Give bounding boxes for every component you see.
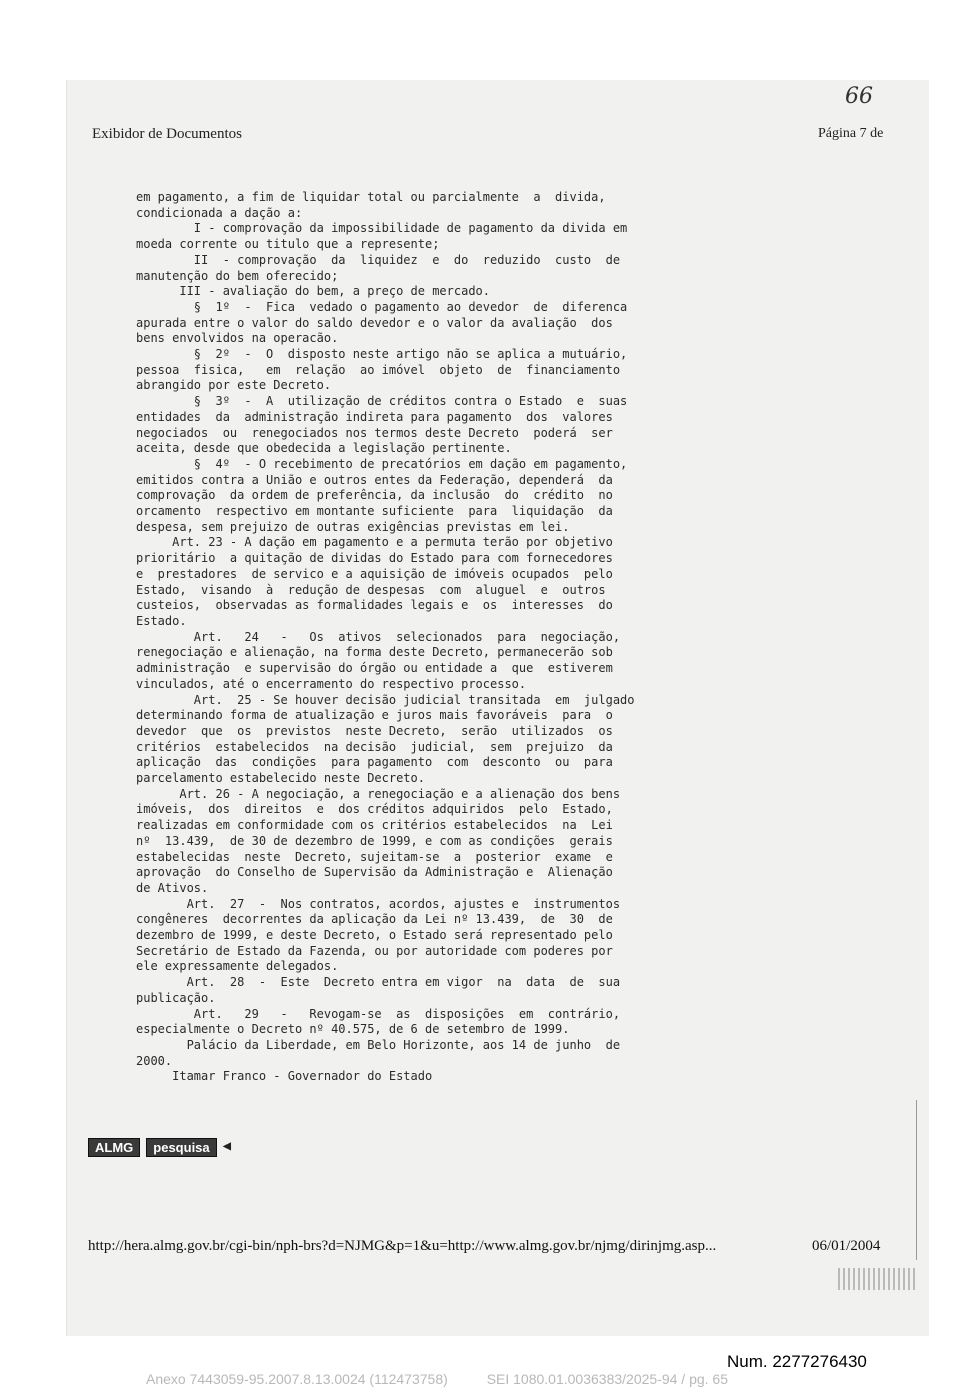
text-line: devedor que os previstos neste Decreto, serão utilizados os [136, 723, 613, 738]
back-arrow-icon[interactable]: ◀ [222, 1138, 232, 1154]
text-line: Art. 26 - A negociação, a renegociação e a alienação dos bens [136, 786, 621, 801]
text-line: 2000. [136, 1053, 173, 1068]
annex-footer [146, 1371, 728, 1387]
page-indicator: Página 7 de [818, 126, 884, 141]
text-line: publicação. [136, 990, 216, 1005]
text-line: Art. 29 - Revogam-se as disposições em contrário, [136, 1006, 621, 1021]
text-line: apurada entre o valor do saldo devedor e o valor da avaliação dos [136, 315, 613, 330]
text-line: realizadas em conformidade com os critérios estabelecidos na Lei [136, 818, 613, 833]
sei-reference: SEI 1080.01.0036383/2025-94 / pg. 65 [486, 1371, 729, 1387]
text-line: entidades da administração indireta para pagamento dos valores [136, 409, 613, 424]
scan-edge-line [916, 1100, 917, 1260]
text-line: administração e supervisão do órgão ou entidade a que estiverem [136, 661, 613, 676]
text-line: prioritário a quitação de dividas do Estado para com fornecedores [136, 551, 613, 566]
handwritten-page-number: 66 [845, 84, 873, 109]
text-line: especialmente o Decreto nº 40.575, de 6 de setembro de 1999. [136, 1022, 570, 1037]
text-line: § 4º - O recebimento de precatórios em dação em pagamento, [136, 456, 628, 471]
text-line: Itamar Franco - Governador do Estado [136, 1069, 433, 1084]
text-line: nº 13.439, de 30 de dezembro de 1999, e com as condições gerais [136, 833, 613, 848]
text-line: abrangido por este Decreto. [136, 378, 332, 393]
text-line: moeda corrente ou titulo que a represente; [136, 237, 440, 252]
decree-text [136, 190, 708, 1085]
text-line: III - avaliação do bem, a preço de mercado. [136, 284, 491, 299]
nav-buttons [88, 1138, 231, 1157]
text-line: orcamento respectivo em montante suficiente para liquidação da [136, 504, 613, 519]
text-line: bens envolvidos na operacão. [136, 331, 339, 346]
text-line: Secretário de Estado da Fazenda, ou por autoridade com poderes por [136, 943, 613, 958]
text-line: Estado. [136, 613, 187, 628]
text-line: Art. 23 - A dação em pagamento e a permuta terão por objetivo [136, 535, 613, 550]
text-line: em pagamento, a fim de liquidar total ou parcialmente a divida, [136, 190, 606, 204]
text-line: determinando forma de atualização e juros mais favoráveis para o [136, 708, 613, 723]
header-title: Exibidor de Documentos [92, 126, 242, 142]
text-line: negociados ou renegociados nos termos deste Decreto poderá ser [136, 425, 613, 440]
text-line: critérios estabelecidos na decisão judicial, sem prejuizo da [136, 739, 613, 754]
text-line: comprovação da ordem de preferência, da inclusão do crédito no [136, 488, 613, 503]
text-line: emitidos contra a União e outros entes da Federação, dependerá da [136, 472, 613, 487]
text-line: estabelecidas neste Decreto, sujeitam-se a posterior exame e [136, 849, 613, 864]
text-line: aplicação das condições para pagamento com desconto ou para [136, 755, 613, 770]
text-line: imóveis, dos direitos e dos créditos adquiridos pelo Estado, [136, 802, 613, 817]
text-line: parcelamento estabelecido neste Decreto. [136, 771, 425, 786]
text-line: pessoa fisica, em relação ao imóvel objeto de financiamento [136, 362, 621, 377]
almg-button[interactable]: ALMG [88, 1138, 140, 1157]
annex-reference: Anexo 7443059-95.2007.8.13.0024 (112473758) [146, 1371, 448, 1387]
text-line: Palácio da Liberdade, em Belo Horizonte, aos 14 de junho de [136, 1037, 621, 1052]
text-line: e prestadores de servico e a aquisição de imóveis ocupados pelo [136, 566, 613, 581]
pesquisa-button[interactable]: pesquisa [146, 1138, 216, 1157]
text-line: II - comprovação da liquidez e do reduzido custo de [136, 252, 621, 267]
document-number: Num. 2277276430 [727, 1352, 867, 1371]
text-line: renegociação e alienação, na forma deste Decreto, permanecerão sob [136, 645, 613, 660]
text-line: condicionada a dação a: [136, 205, 303, 220]
print-date: 06/01/2004 [812, 1238, 881, 1254]
text-line: Art. 24 - Os ativos selecionados para negociação, [136, 629, 621, 644]
text-line: congêneres decorrentes da aplicação da Lei nº 13.439, de 30 de [136, 912, 613, 927]
text-line: manutenção do bem oferecido; [136, 268, 339, 283]
text-line: I - comprovação da impossibilidade de pagamento da divida em [136, 221, 628, 236]
text-line: ele expressamente delegados. [136, 959, 339, 974]
text-line: § 3º - A utilização de créditos contra o Estado e suas [136, 394, 628, 409]
text-line: vinculados, até o encerramento do respectivo processo. [136, 676, 527, 691]
scan-noise [838, 1268, 918, 1290]
text-line: Art. 28 - Este Decreto entra em vigor na data de sua [136, 975, 621, 990]
text-line: § 1º - Fica vedado o pagamento ao devedor de diferenca [136, 299, 628, 314]
text-line: dezembro de 1999, e deste Decreto, o Estado será representado pelo [136, 928, 613, 943]
text-line: aceita, desde que obedecida a legislação pertinente. [136, 441, 512, 456]
text-line: Estado, visando à redução de despesas com aluguel e outros [136, 582, 606, 597]
text-line: despesa, sem prejuizo de outras exigências previstas em lei. [136, 519, 570, 534]
text-line: de Ativos. [136, 880, 209, 895]
text-line: Art. 27 - Nos contratos, acordos, ajustes e instrumentos [136, 896, 621, 911]
text-line: Art. 25 - Se houver decisão judicial transitada em julgado [136, 692, 635, 707]
text-line: § 2º - O disposto neste artigo não se aplica a mutuário, [136, 347, 628, 362]
text-line: custeios, observadas as formalidades legais e os interesses do [136, 598, 613, 613]
print-url: http://hera.almg.gov.br/cgi-bin/nph-brs?d=NJMG&p=1&u=http://www.almg.gov.br/njmg/dirinjmg.asp... [88, 1238, 717, 1254]
text-line: aprovação do Conselho de Supervisão da Administração e Alienação [136, 865, 613, 880]
